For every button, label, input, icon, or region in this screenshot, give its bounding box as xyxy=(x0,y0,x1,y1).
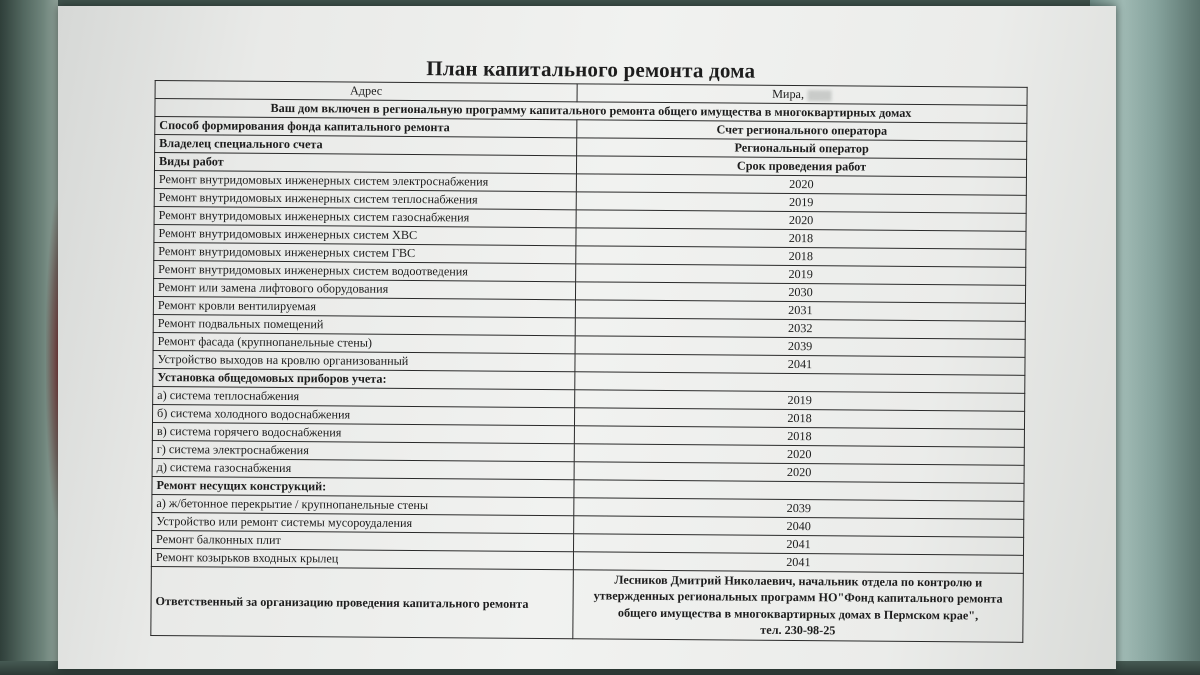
work-name: Устройство или ремонт системы мусороудаления xyxy=(152,512,574,533)
responsible-phone: тел. 230-98-25 xyxy=(760,623,836,638)
work-name: г) система электроснабжения xyxy=(152,440,574,461)
meters-header: Установка общедомовых приборов учета: xyxy=(153,368,575,389)
responsible-cell xyxy=(573,570,1024,642)
work-name: Ремонт внутридомовых инженерных систем водоотведения xyxy=(154,260,576,281)
structures-header: Ремонт несущих конструкций: xyxy=(152,476,574,497)
work-year: 2041 xyxy=(573,534,1023,556)
work-name: Ремонт балконных плит xyxy=(152,530,574,551)
work-name: Ремонт внутридомовых инженерных систем теплоснабжения xyxy=(154,188,576,209)
fund-method-value: Счет регионального оператора xyxy=(577,120,1027,142)
work-year: 2019 xyxy=(575,390,1025,412)
work-name: Ремонт фасада (крупнопанельные стены) xyxy=(153,332,575,353)
work-year: 2041 xyxy=(575,354,1025,376)
work-name: а) ж/бетонное перекрытие / крупнопанельные стены xyxy=(152,494,574,515)
term-header: Срок проведения работ xyxy=(576,156,1026,178)
work-year: 2031 xyxy=(575,300,1025,322)
work-name: Ремонт козырьков входных крылец xyxy=(151,548,573,569)
work-year: 2020 xyxy=(574,444,1024,466)
work-name: Ремонт внутридомовых инженерных систем газоснабжения xyxy=(154,206,576,227)
work-year: 2018 xyxy=(574,426,1024,448)
work-name: д) система газоснабжения xyxy=(152,458,574,479)
owner-value: Региональный оператор xyxy=(577,138,1027,160)
work-year: 2020 xyxy=(576,210,1026,232)
work-year: 2018 xyxy=(574,408,1024,430)
work-year: 2018 xyxy=(576,228,1026,250)
work-name: Ремонт внутридомовых инженерных систем ГВС xyxy=(154,242,576,263)
works-header: Виды работ xyxy=(154,153,576,174)
program-note: Ваш дом включен в региональную программу капитального ремонта общего имущества в многоквартирных домах xyxy=(155,99,1027,124)
work-year: 2039 xyxy=(575,336,1025,358)
responsible-row xyxy=(151,566,1024,642)
work-year: 2041 xyxy=(573,552,1023,574)
redacted-house-number xyxy=(808,90,832,101)
address-label: Адрес xyxy=(155,81,577,102)
work-name: Устройство выходов на кровлю организованный xyxy=(153,350,575,371)
work-year: 2039 xyxy=(574,498,1024,520)
responsible-value: Лесников Дмитрий Николаевич, начальник отдела по контролю и утвержденных региональных программ НО"Фонд капитального ремонта общего имущества в многоквартирных домах в Пермском крае", xyxy=(593,572,1003,623)
work-year: 2032 xyxy=(575,318,1025,340)
work-name: в) система горячего водоснабжения xyxy=(152,422,574,443)
work-year: 2020 xyxy=(576,174,1026,196)
work-name: Ремонт внутридомовых инженерных систем ХВС xyxy=(154,224,576,245)
work-year: 2019 xyxy=(576,192,1026,214)
work-year: 2030 xyxy=(575,282,1025,304)
document-title: План капитального ремонта дома xyxy=(426,56,756,83)
repair-plan-table xyxy=(150,80,1027,643)
work-year: 2020 xyxy=(574,462,1024,484)
work-name: Ремонт внутридомовых инженерных систем электроснабжения xyxy=(154,170,576,191)
work-name: б) система холодного водоснабжения xyxy=(152,404,574,425)
responsible-label: Ответственный за организацию проведения капитального ремонта xyxy=(151,566,574,638)
fund-method-label: Способ формирования фонда капитального ремонта xyxy=(155,117,577,138)
work-year: 2018 xyxy=(576,246,1026,268)
work-name: а) система теплоснабжения xyxy=(153,386,575,407)
address-value: Мира, xyxy=(772,86,805,102)
work-year: 2019 xyxy=(576,264,1026,286)
work-name: Ремонт или замена лифтового оборудования xyxy=(153,278,575,299)
work-name: Ремонт подвальных помещений xyxy=(153,314,575,335)
work-name: Ремонт кровли вентилируемая xyxy=(153,296,575,317)
owner-label: Владелец специального счета xyxy=(155,135,577,156)
work-year: 2040 xyxy=(574,516,1024,538)
